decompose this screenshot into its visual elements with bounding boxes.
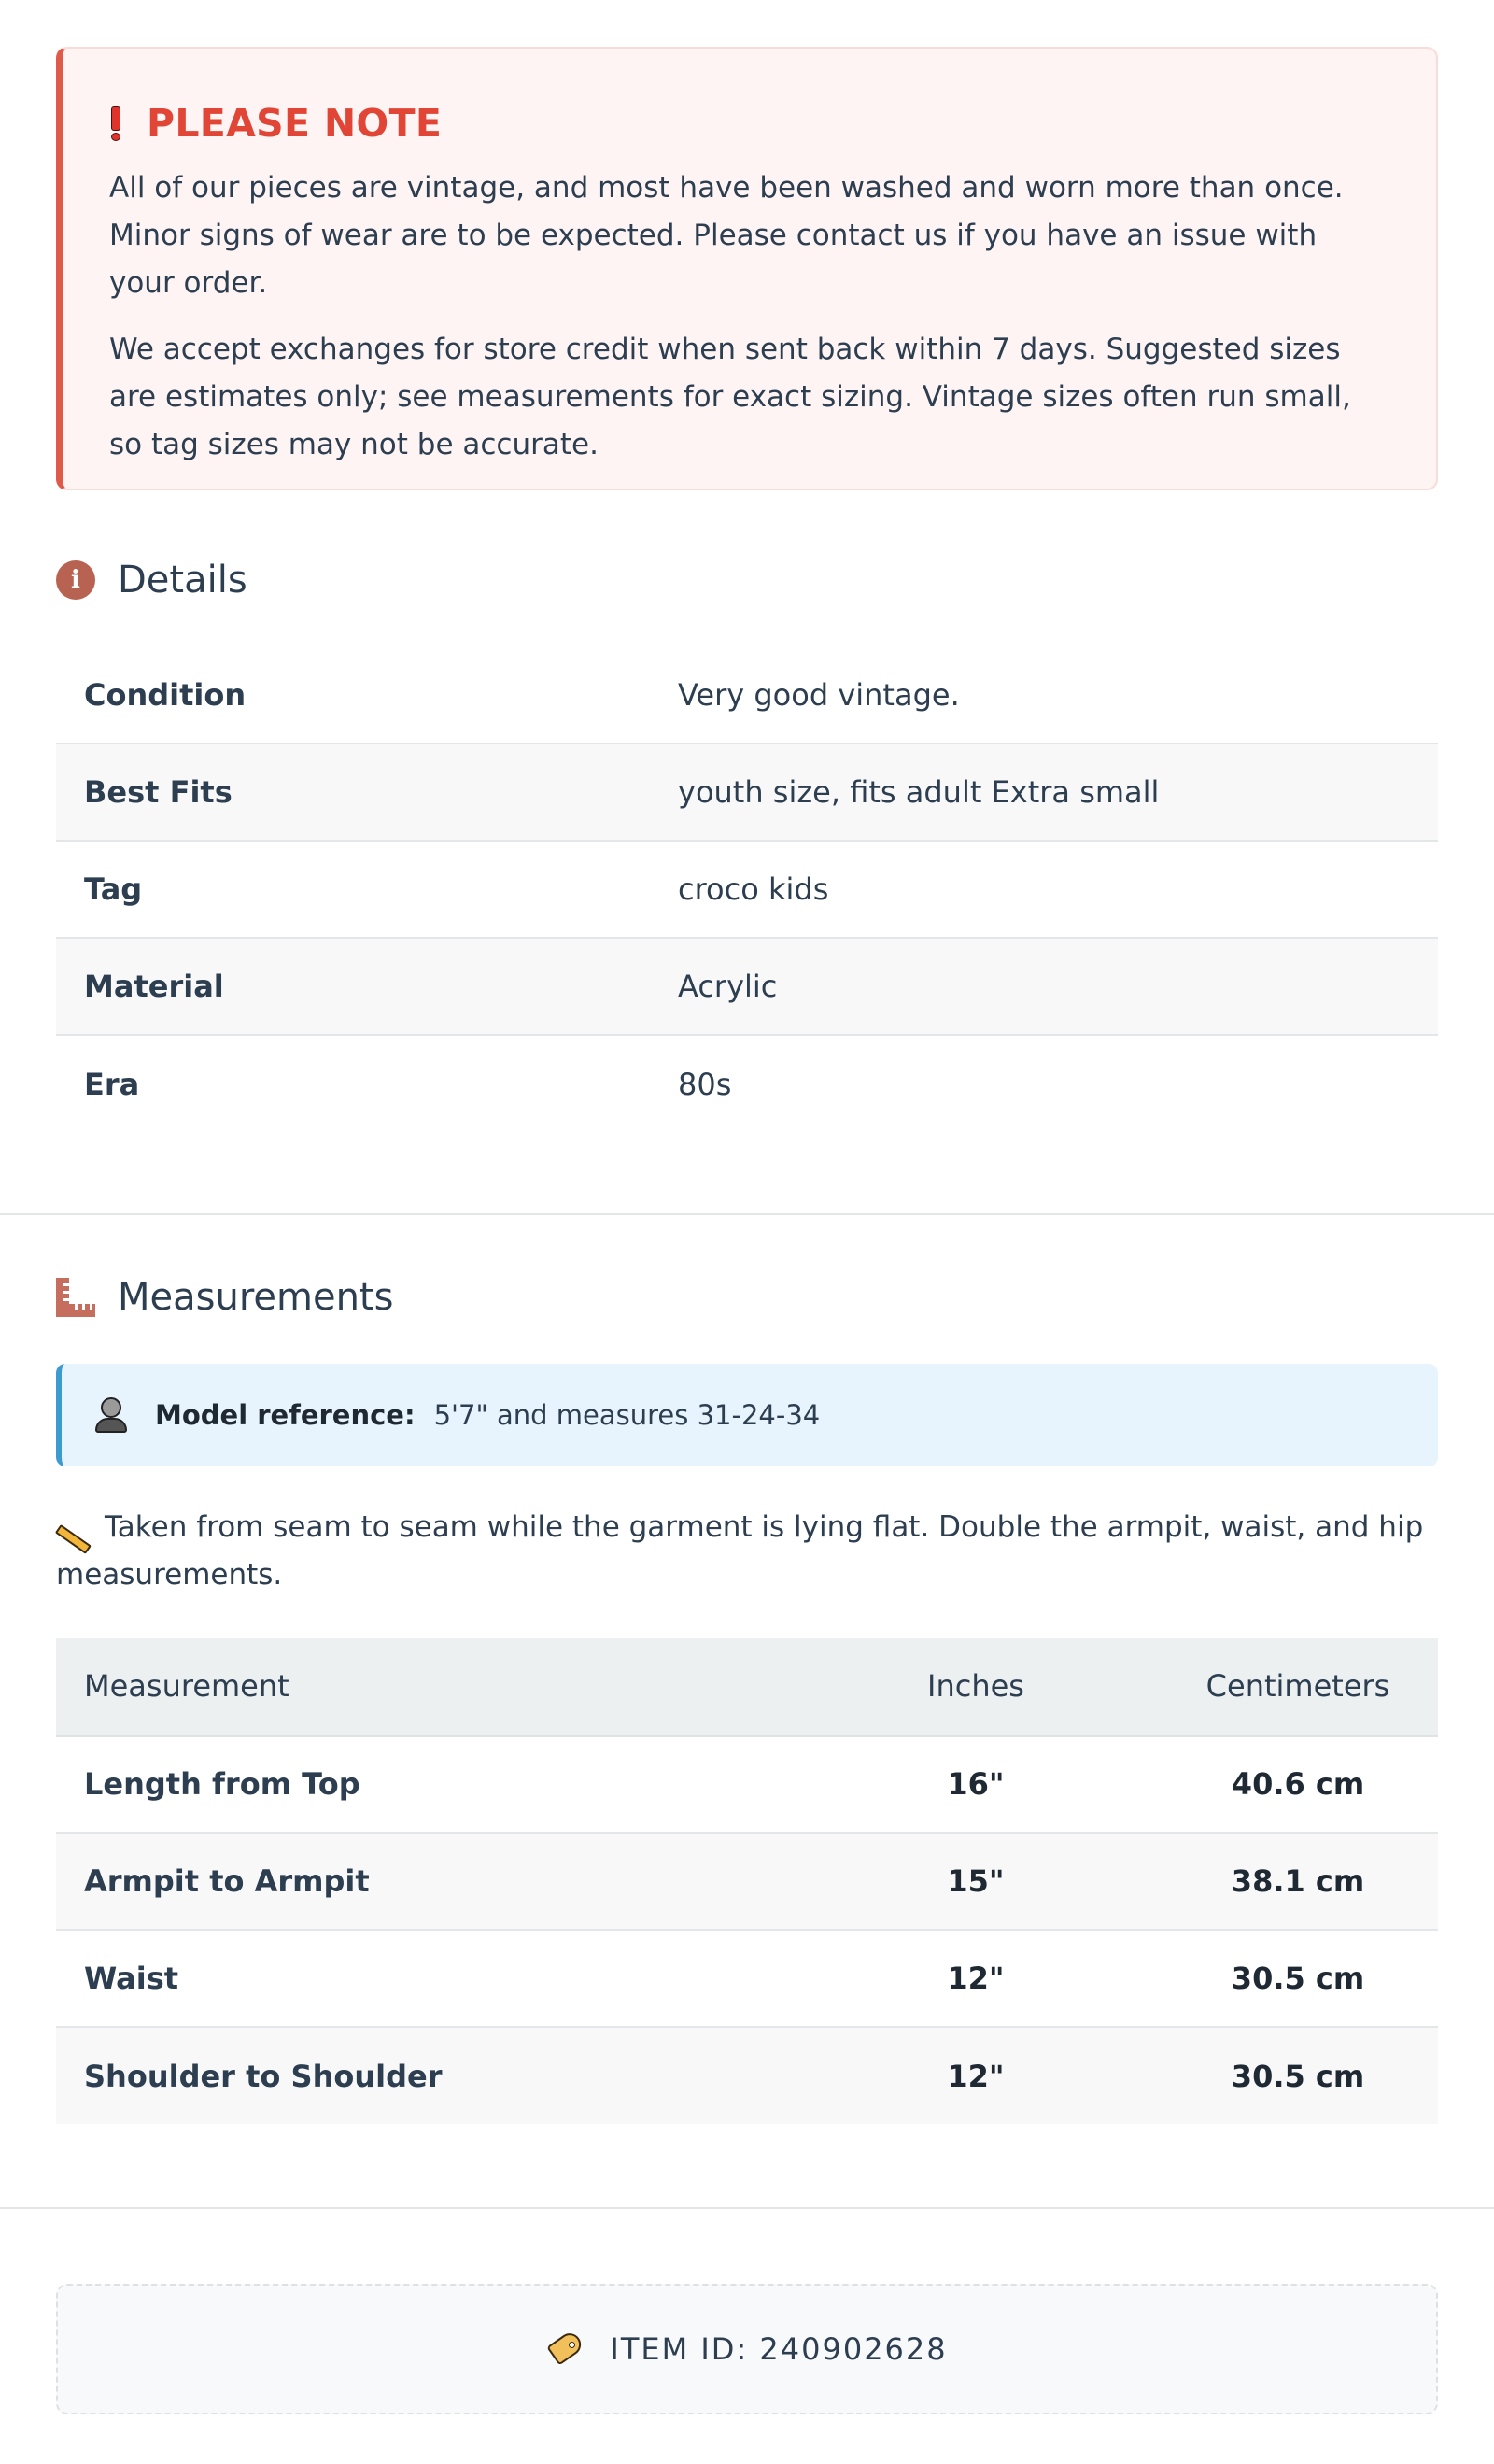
details-header [56, 559, 247, 602]
item-id: ITEM ID: 240902628 [610, 2331, 948, 2367]
item-id-box [56, 2284, 1438, 2414]
measurements-header [56, 1276, 393, 1319]
person-icon [95, 1397, 127, 1433]
notice-paragraph-exchanges: We accept exchanges for store credit when sent back within 7 days. Suggested sizes are estimates only; see measurements for exact sizing. Vintage sizes often run small, so tag sizes may not be accurate. [109, 333, 1351, 461]
details-label: Era [84, 1066, 140, 1102]
details-label: Material [84, 969, 224, 1004]
notice-title: PLEASE NOTE [147, 101, 443, 146]
details-label: Tag [84, 871, 143, 907]
details-value: youth size, fits adult Extra small [678, 774, 1160, 810]
measurement-inches: 15" [947, 1863, 1005, 1899]
details-label: Condition [84, 676, 247, 713]
measurement-name: Length from Top [84, 1766, 360, 1803]
details-value: croco kids [678, 871, 829, 907]
measurement-note-text: Taken from seam to seam while the garment is lying flat. Double the armpit, waist, and hip measurements. [56, 1510, 1424, 1592]
details-row-era [56, 1035, 1438, 1132]
details-value: Acrylic [678, 969, 778, 1004]
measurement-cm: 30.5 cm [1231, 1961, 1365, 1996]
measurement-inches: 12" [947, 2058, 1005, 2094]
details-table [56, 646, 1438, 1132]
table-row [56, 1833, 1438, 1930]
details-value: 80s [678, 1066, 732, 1102]
details-row-best-fits [56, 743, 1438, 841]
measurement-inches: 16" [947, 1766, 1005, 1803]
details-title: Details [118, 559, 247, 602]
notice-paragraph-wear: All of our pieces are vintage, and most have been washed and worn more than once. Minor signs of wear are to be expected. Please contact us if you have an issue with your order. [109, 171, 1344, 300]
tag-icon [546, 2332, 585, 2366]
notice-header [109, 101, 1389, 146]
measurements-table [56, 1638, 1438, 2124]
column-header-inches: Inches [927, 1668, 1024, 1705]
measurement-cm: 38.1 cm [1231, 1863, 1365, 1899]
measurements-title: Measurements [118, 1276, 394, 1319]
model-reference-value: 5'7" and measures 31-24-34 [433, 1399, 821, 1431]
details-label: Best Fits [84, 774, 233, 810]
model-reference-callout [56, 1364, 1438, 1466]
details-row-condition [56, 646, 1438, 743]
column-header-measurement: Measurement [84, 1668, 289, 1705]
details-row-material [56, 938, 1438, 1035]
details-row-tag [56, 841, 1438, 938]
details-value: Very good vintage. [678, 676, 960, 713]
exclamation-icon [109, 105, 122, 142]
column-header-centimeters: Centimeters [1205, 1668, 1390, 1705]
section-divider [0, 2207, 1494, 2209]
section-divider [0, 1213, 1494, 1215]
measurement-cm: 40.6 cm [1231, 1766, 1365, 1803]
info-icon: i [56, 560, 95, 600]
measurement-name: Waist [84, 1961, 179, 1996]
ruler-icon [56, 1278, 95, 1317]
measurement-name: Armpit to Armpit [84, 1863, 370, 1899]
table-row [56, 1735, 1438, 1833]
measurement-note [56, 1504, 1438, 1599]
table-row [56, 1930, 1438, 2027]
please-note-notice [56, 47, 1438, 490]
measurement-cm: 30.5 cm [1231, 2058, 1365, 2094]
pencil-icon [56, 1514, 93, 1538]
measurement-name: Shoulder to Shoulder [84, 2058, 443, 2094]
table-row [56, 2027, 1438, 2124]
measurements-header-row [56, 1638, 1438, 1735]
model-reference-label: Model reference: [155, 1399, 416, 1431]
measurement-inches: 12" [947, 1961, 1005, 1996]
